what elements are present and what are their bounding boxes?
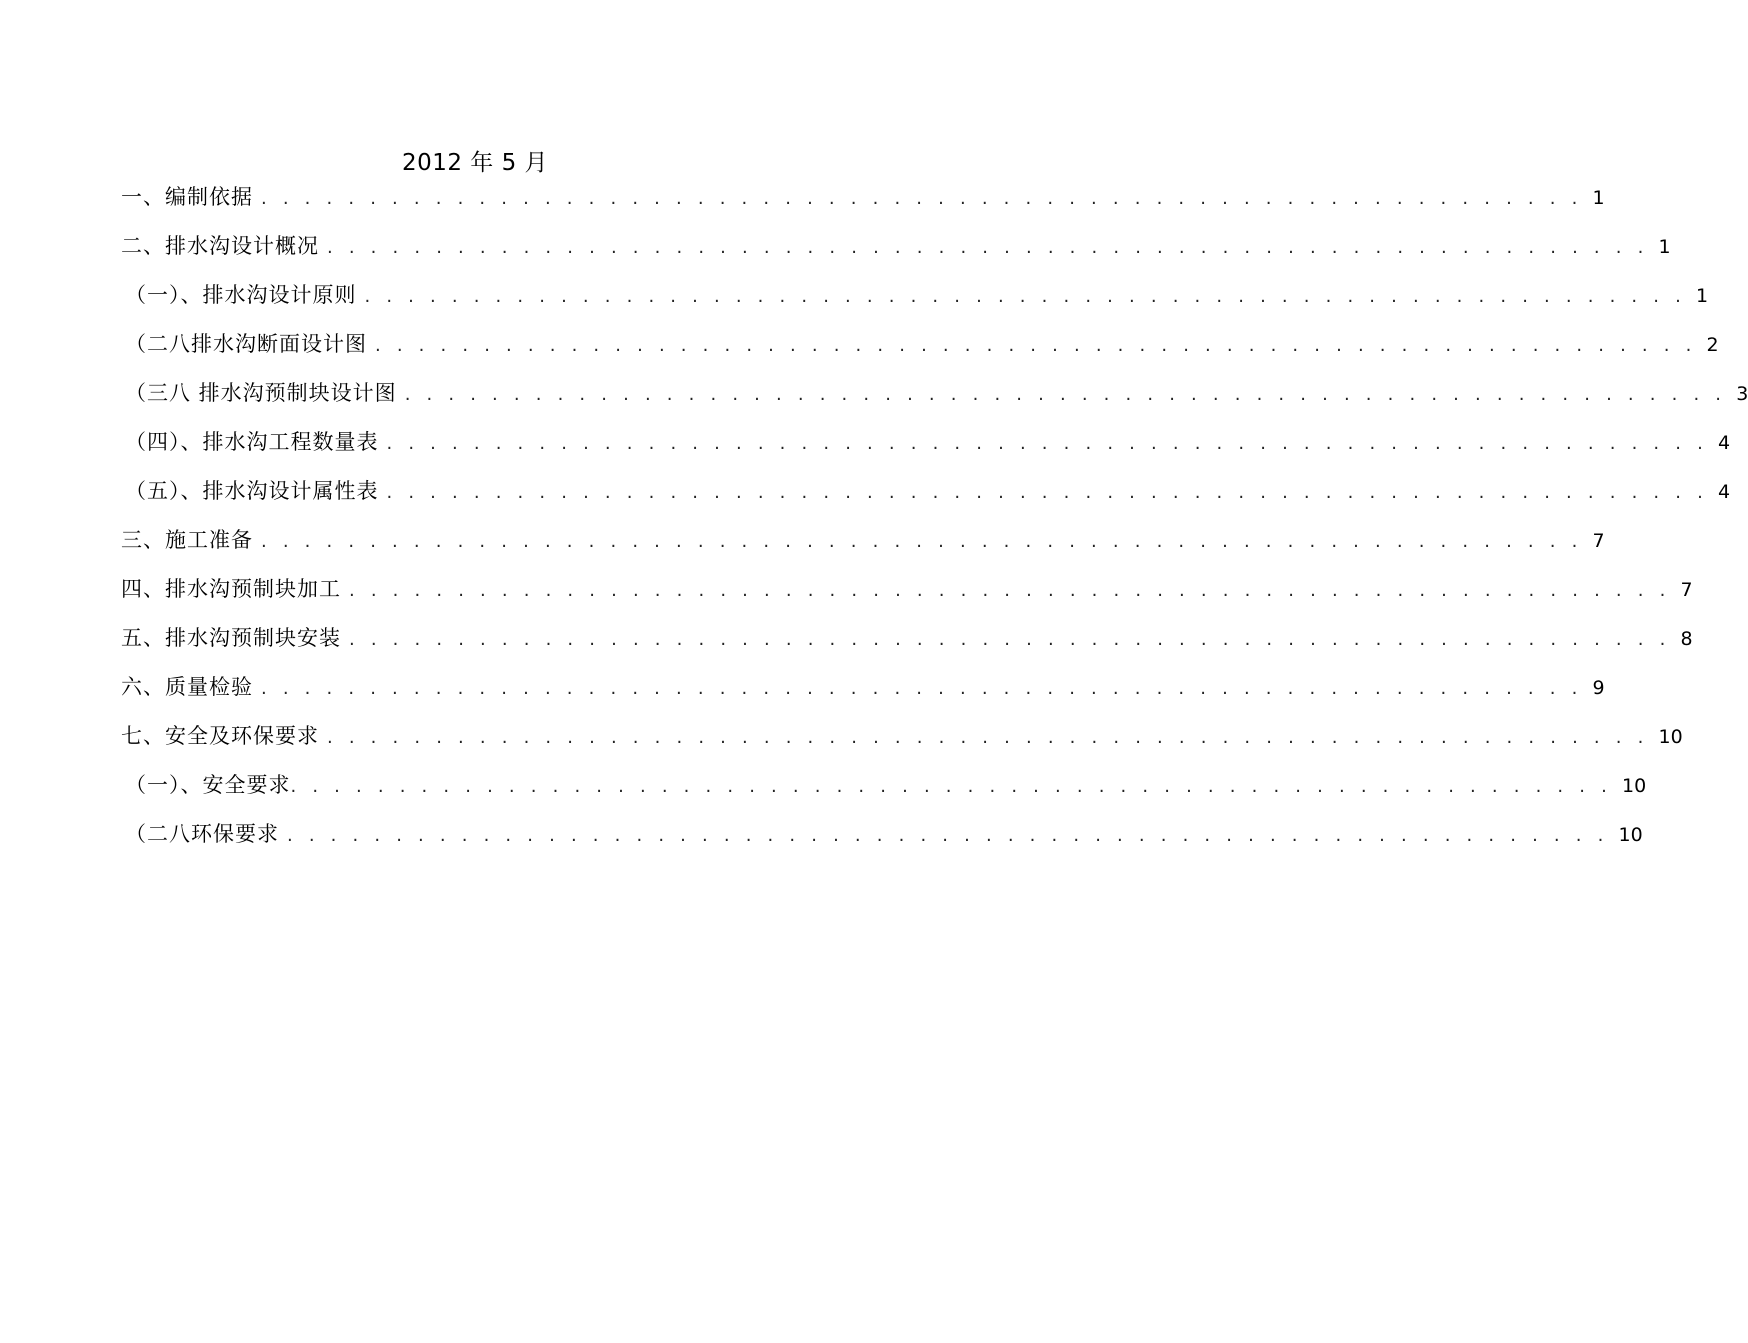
toc-entry-page: 1 [1592, 187, 1605, 209]
toc-dot-leader: . . . . . . . . . . . . . . . . . . . . . . . . . . . . . . . . . . . . . . . . . . . . . . . . . . . . . . . . . . . . . [287, 825, 1609, 846]
toc-entry-page: 10 [1658, 726, 1683, 748]
toc-entry-page: 7 [1680, 579, 1693, 601]
toc-dot-leader: . . . . . . . . . . . . . . . . . . . . . . . . . . . . . . . . . . . . . . . . . . . . . . . . . . . . . . . . . . . . . [404, 384, 1727, 405]
toc-entry [121, 229, 1671, 278]
toc-dot-leader: . . . . . . . . . . . . . . . . . . . . . . . . . . . . . . . . . . . . . . . . . . . . . . . . . . . . . . . . . . . . . [290, 776, 1613, 797]
toc-entry-label: （五）、排水沟设计属性表 [125, 479, 379, 503]
toc-dot-leader: . . . . . . . . . . . . . . . . . . . . . . . . . . . . . . . . . . . . . . . . . . . . . . . . . . . . . . . . . . . . . [327, 727, 1649, 748]
toc-entry-label: （一）、安全要求 [125, 773, 291, 797]
toc-entry-label: （一）、排水沟设计原则 [125, 283, 357, 307]
toc-dot-leader: . . . . . . . . . . . . . . . . . . . . . . . . . . . . . . . . . . . . . . . . . . . . . . . . . . . . . . . . . . . . . [375, 335, 1697, 356]
table-of-contents [121, 180, 1748, 866]
toc-dot-leader: . . . . . . . . . . . . . . . . . . . . . . . . . . . . . . . . . . . . . . . . . . . . . . . . . . . . . . . . . . . . . [349, 580, 1671, 601]
toc-entry [121, 376, 1748, 425]
toc-entry [121, 719, 1683, 768]
toc-dot-leader: . . . . . . . . . . . . . . . . . . . . . . . . . . . . . . . . . . . . . . . . . . . . . . . . . . . . . . . . . . . . . [386, 433, 1709, 454]
toc-entry-page: 3 [1736, 383, 1748, 405]
toc-entry [121, 327, 1719, 376]
toc-entry-page: 8 [1680, 628, 1693, 650]
toc-entry-page: 2 [1706, 334, 1719, 356]
toc-entry-label: （二八环保要求 [125, 822, 279, 846]
toc-entry-label: 六、质量检验 [121, 675, 253, 699]
toc-entry [121, 180, 1605, 229]
toc-entry-page: 4 [1718, 481, 1731, 503]
toc-entry-page: 10 [1618, 824, 1643, 846]
date-title: 2012 年 5 月 [401, 150, 549, 176]
toc-entry-page: 1 [1658, 236, 1671, 258]
toc-entry-page: 7 [1592, 530, 1605, 552]
toc-entry-label: 四、排水沟预制块加工 [121, 577, 341, 601]
toc-entry [121, 670, 1605, 719]
toc-entry-page: 4 [1718, 432, 1731, 454]
toc-entry [121, 523, 1605, 572]
toc-dot-leader: . . . . . . . . . . . . . . . . . . . . . . . . . . . . . . . . . . . . . . . . . . . . . . . . . . . . . . . . . . . . . [261, 188, 1583, 209]
toc-entry-label: 二、排水沟设计概况 [121, 234, 319, 258]
toc-entry-label: 一、编制依据 [121, 185, 253, 209]
toc-entry-label: 五、排水沟预制块安装 [121, 626, 341, 650]
toc-entry-label: 三、施工准备 [121, 528, 253, 552]
toc-entry-page: 9 [1592, 677, 1605, 699]
toc-entry [121, 621, 1693, 670]
toc-entry [121, 425, 1731, 474]
toc-entry [121, 768, 1647, 817]
toc-dot-leader: . . . . . . . . . . . . . . . . . . . . . . . . . . . . . . . . . . . . . . . . . . . . . . . . . . . . . . . . . . . . . [261, 678, 1583, 699]
toc-entry-page: 1 [1696, 285, 1709, 307]
toc-entry [121, 278, 1709, 327]
toc-dot-leader: . . . . . . . . . . . . . . . . . . . . . . . . . . . . . . . . . . . . . . . . . . . . . . . . . . . . . . . . . . . . . [364, 286, 1687, 307]
toc-dot-leader: . . . . . . . . . . . . . . . . . . . . . . . . . . . . . . . . . . . . . . . . . . . . . . . . . . . . . . . . . . . . . [386, 482, 1709, 503]
toc-entry-label: （四）、排水沟工程数量表 [125, 430, 379, 454]
toc-dot-leader: . . . . . . . . . . . . . . . . . . . . . . . . . . . . . . . . . . . . . . . . . . . . . . . . . . . . . . . . . . . . . [349, 629, 1671, 650]
toc-entry-label: （三八 排水沟预制块设计图 [125, 381, 397, 405]
toc-entry-page: 10 [1622, 775, 1647, 797]
toc-dot-leader: . . . . . . . . . . . . . . . . . . . . . . . . . . . . . . . . . . . . . . . . . . . . . . . . . . . . . . . . . . . . . [261, 531, 1583, 552]
toc-entry [121, 572, 1693, 621]
toc-entry-label: 七、安全及环保要求 [121, 724, 319, 748]
toc-entry-label: （二八排水沟断面设计图 [125, 332, 367, 356]
toc-entry [121, 817, 1643, 866]
toc-entry [121, 474, 1731, 523]
toc-dot-leader: . . . . . . . . . . . . . . . . . . . . . . . . . . . . . . . . . . . . . . . . . . . . . . . . . . . . . . . . . . . . . [327, 237, 1649, 258]
